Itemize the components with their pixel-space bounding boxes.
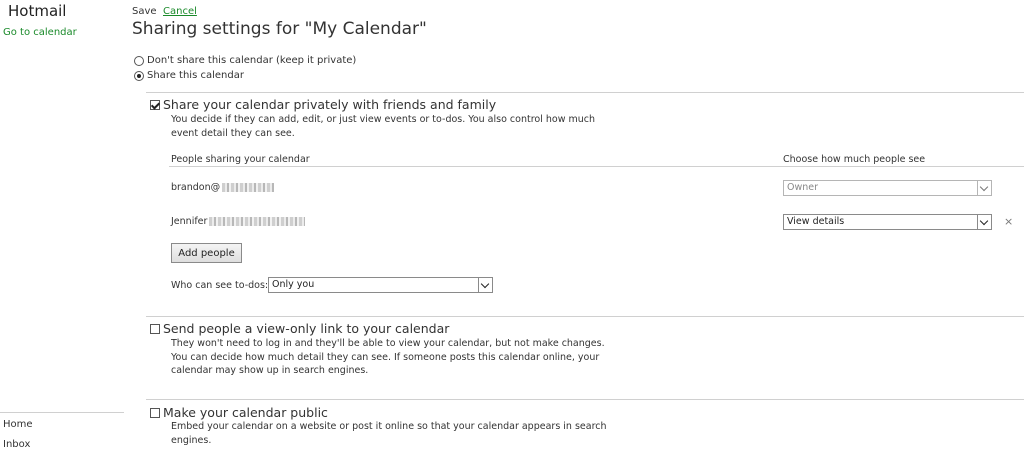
chevron-down-icon xyxy=(478,278,492,292)
private-share-description xyxy=(171,113,595,140)
people-column-header: People sharing your calendar xyxy=(171,154,310,165)
share-radio[interactable] xyxy=(134,71,144,81)
chevron-down-icon xyxy=(977,181,991,195)
permission-select-owner[interactable] xyxy=(783,180,992,196)
desc-line: event detail they can see. xyxy=(171,127,295,139)
desc-line: You can decide how much detail they can see. If someone posts this calendar online, your xyxy=(171,351,600,363)
public-share-checkbox[interactable] xyxy=(150,408,160,418)
share-option-label: Share this calendar xyxy=(147,70,244,81)
desc-line: engines. xyxy=(171,434,212,446)
desc-line: You decide if they can add, edit, or just view events or to-dos. You also control how much xyxy=(171,114,596,125)
permission-select-value: View details xyxy=(787,216,845,227)
page-title: Sharing settings for "My Calendar" xyxy=(132,19,427,39)
private-option-label: Don't share this calendar (keep it private) xyxy=(147,55,357,66)
person-name: Jennifer xyxy=(171,216,208,227)
link-share-checkbox[interactable] xyxy=(150,324,160,334)
redacted-email xyxy=(209,217,305,226)
desc-line: Embed your calendar on a website or post it online so that your calendar appears in search xyxy=(171,421,607,432)
remove-person-icon[interactable]: × xyxy=(1004,215,1014,228)
todos-select-value: Only you xyxy=(272,279,315,290)
brand-title: Hotmail xyxy=(8,2,67,20)
todos-select[interactable] xyxy=(268,277,493,293)
save-button[interactable]: Save xyxy=(132,6,157,17)
chevron-down-icon xyxy=(977,215,991,229)
section-divider xyxy=(146,316,1024,317)
add-people-button[interactable]: Add people xyxy=(171,243,242,263)
section-divider xyxy=(146,92,1024,93)
desc-line: calendar may show up in search engines. xyxy=(171,365,369,376)
share-option[interactable] xyxy=(134,70,244,81)
todos-label: Who can see to-dos: xyxy=(171,280,269,291)
redacted-email xyxy=(222,183,274,192)
link-share-heading: Send people a view-only link to your calendar xyxy=(163,321,450,336)
permission-select-jennifer[interactable] xyxy=(783,214,992,230)
table-header-divider xyxy=(169,166,1024,167)
link-share-header[interactable] xyxy=(150,321,449,336)
link-share-description xyxy=(171,337,605,378)
private-radio[interactable] xyxy=(134,56,144,66)
public-share-description xyxy=(171,420,607,447)
person-row xyxy=(171,216,305,227)
nav-home-link[interactable]: Home xyxy=(3,419,33,430)
section-divider xyxy=(146,399,1024,400)
cancel-link[interactable]: Cancel xyxy=(163,6,197,17)
permission-select-value: Owner xyxy=(787,182,819,193)
nav-inbox-link[interactable]: Inbox xyxy=(3,439,31,450)
public-share-header[interactable] xyxy=(150,405,328,420)
private-share-header[interactable] xyxy=(150,97,496,112)
nav-divider xyxy=(0,412,124,413)
private-option[interactable] xyxy=(134,55,356,66)
go-to-calendar-link[interactable]: Go to calendar xyxy=(3,27,77,38)
private-share-heading: Share your calendar privately with friends and family xyxy=(163,97,497,112)
person-row xyxy=(171,182,274,193)
public-share-heading: Make your calendar public xyxy=(163,405,328,420)
permission-column-header: Choose how much people see xyxy=(783,154,926,165)
private-share-checkbox[interactable] xyxy=(150,100,160,110)
person-name: brandon@ xyxy=(171,182,221,193)
desc-line: They won't need to log in and they'll be able to view your calendar, but not make changes. xyxy=(171,338,605,349)
